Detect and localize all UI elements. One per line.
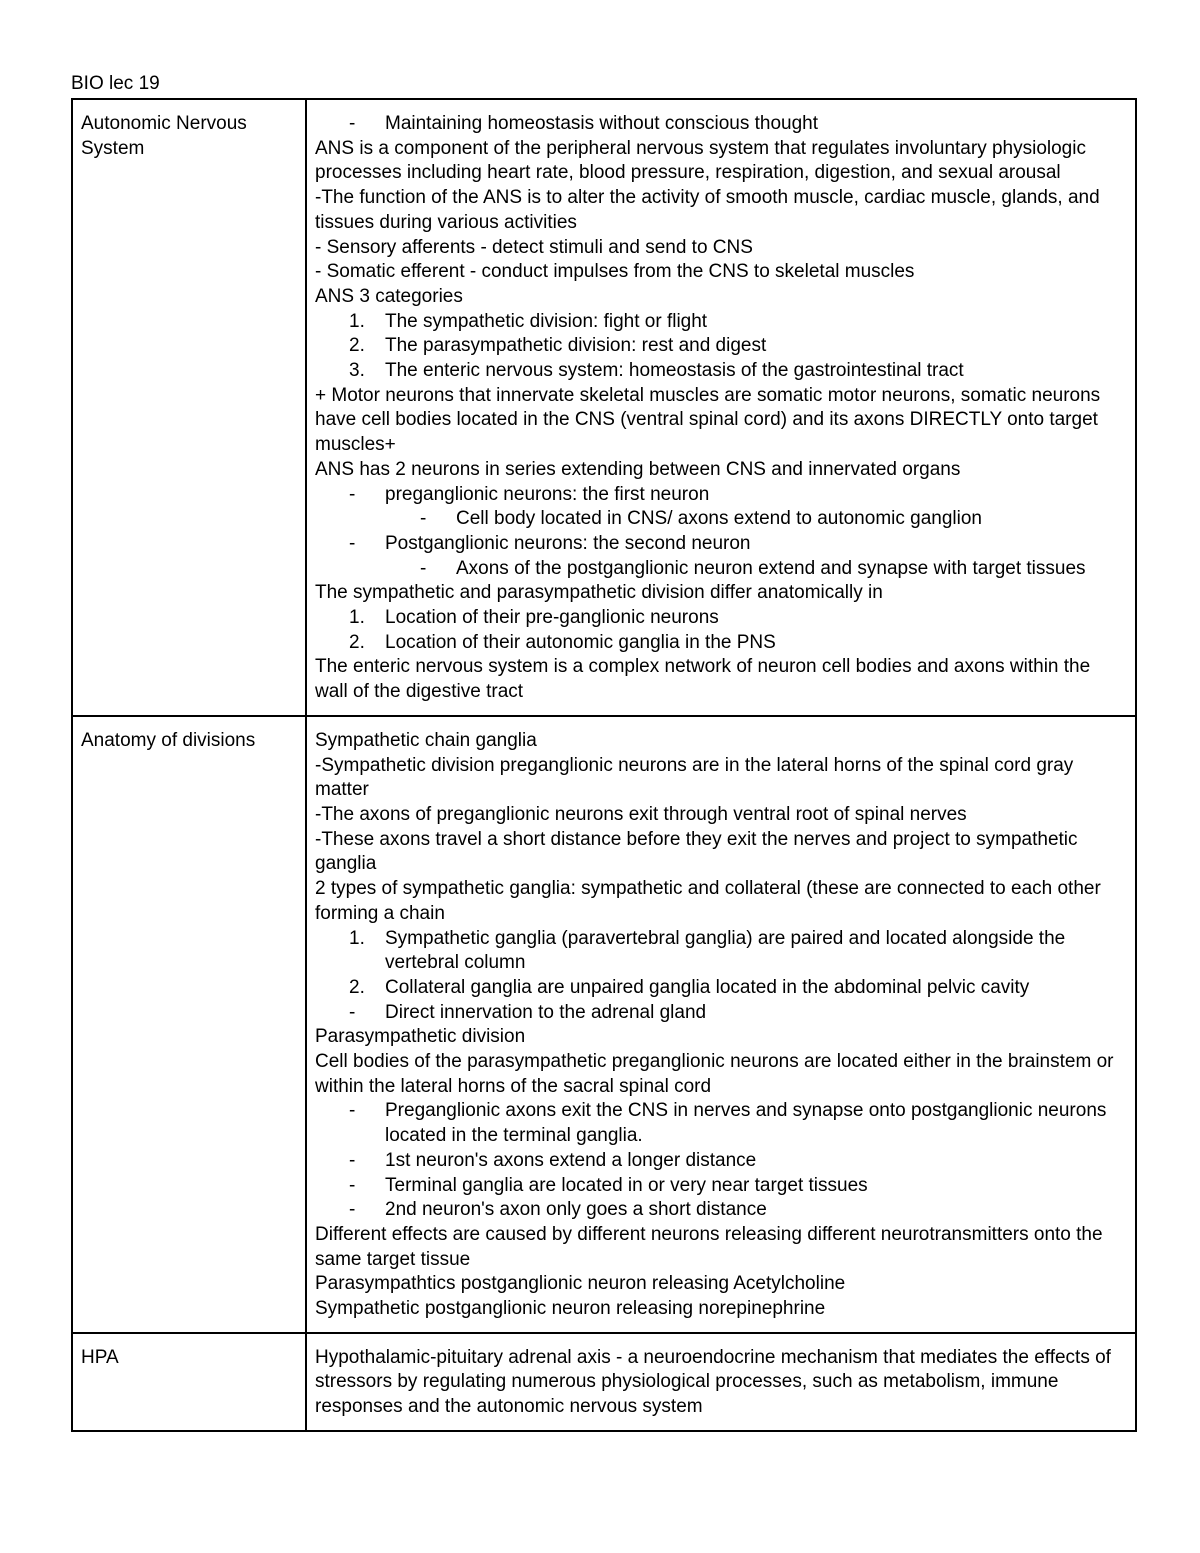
list-marker: 1. [349,927,365,949]
list-item-text: Preganglionic axons exit the CNS in nerves and synapse onto postganglionic neurons located in the terminal ganglia. [385,1100,1107,1147]
table-row [72,99,1136,716]
row-label: Autonomic Nervous System [72,99,306,716]
notes-table [71,98,1137,1432]
list-marker: - [349,113,356,134]
list-item-text: Sympathetic ganglia (paravertebral ganglia) are paired and located alongside the vertebral column [385,927,1066,974]
paragraph: Sympathetic chain ganglia [315,729,537,751]
list-marker: - [349,532,356,554]
list-item-text: Maintaining homeostasis without conscious thought [385,113,819,134]
paragraph: + Motor neurons that innervate skeletal muscles are somatic motor neurons, somatic neurons have cell bodies located in the CNS (ventral spinal cord) and its axons DIRECTLY onto target muscles+ [315,384,1101,456]
list-item-text: The sympathetic division: fight or flight [385,310,708,332]
list-item [315,483,1127,508]
list-marker: - [420,508,427,530]
list-item [315,310,1127,335]
list-item-text: Axons of the postganglionic neuron extend and synapse with target tissues [456,557,1086,579]
paragraph: The sympathetic and parasympathetic division differ anatomically in [315,582,883,604]
paragraph: ANS is a component of the peripheral nervous system that regulates involuntary physiologic processes including heart rate, blood pressure, respiration, digestion, and sexual arousal [315,137,1086,184]
sub-list-item [315,557,1127,582]
paragraph: Parasympathetic division [315,1026,526,1048]
list-item [315,1174,1127,1199]
list-marker: - [349,1001,356,1023]
list-item-text: 1st neuron's axons extend a longer distance [385,1149,757,1171]
row-content [306,716,1136,1333]
list-marker: 3. [349,360,365,382]
row-label: HPA [72,1333,306,1431]
list-item [315,1099,1127,1148]
list-marker: 2. [349,631,365,653]
list-item-text: Collateral ganglia are unpaired ganglia located in the abdominal pelvic cavity [385,976,1030,998]
list-marker: - [349,1174,356,1196]
list-item-text: Direct innervation to the adrenal gland [385,1001,707,1023]
paragraph: Parasympathtics postganglionic neuron releasing Acetylcholine [315,1273,846,1295]
list-marker: 1. [349,607,365,629]
list-marker: 2. [349,976,365,998]
sub-list-item [315,507,1127,532]
list-item-text: Postganglionic neurons: the second neuron [385,532,751,554]
list-item [315,927,1127,976]
paragraph: Sympathetic postganglionic neuron releasing norepinephrine [315,1298,826,1320]
list-marker: - [349,1199,356,1221]
list-item-text: preganglionic neurons: the first neuron [385,483,710,505]
list-marker: - [420,557,427,579]
list-item [315,976,1127,1001]
list-item [315,532,1127,557]
paragraph: ANS 3 categories [315,285,463,307]
list-item-text: 2nd neuron's axon only goes a short distance [385,1199,767,1221]
list-item-text: Terminal ganglia are located in or very near target tissues [385,1174,868,1196]
paragraph: Hypothalamic-pituitary adrenal axis - a neuroendocrine mechanism that mediates the effects of stressors by regulating numerous physiological processes, such as metabolism, immune responses and the autonomic nervous system [315,1346,1111,1418]
row-content [306,99,1136,716]
list-item-text: The enteric nervous system: homeostasis of the gastrointestinal tract [385,360,964,382]
list-item [315,1149,1127,1174]
paragraph: ANS has 2 neurons in series extending between CNS and innervated organs [315,458,961,480]
paragraph: -Sympathetic division preganglionic neurons are in the lateral horns of the spinal cord gray matter [315,754,1074,801]
list-marker: - [349,1149,356,1171]
list-item [315,112,1127,137]
list-item-text: Location of their pre-ganglionic neurons [385,607,719,629]
list-item [315,631,1127,656]
list-item-text: The parasympathetic division: rest and digest [385,335,767,357]
paragraph: -The function of the ANS is to alter the activity of smooth muscle, cardiac muscle, glands, and tissues during various activities [315,187,1100,233]
document-title: BIO lec 19 [71,73,160,94]
list-marker: 1. [349,310,365,332]
row-label: Anatomy of divisions [72,716,306,1333]
list-item [315,1001,1127,1026]
list-item [315,359,1127,384]
paragraph: Different effects are caused by different neurons releasing different neurotransmitters onto the same target tissue [315,1223,1103,1270]
paragraph: -The axons of preganglionic neurons exit through ventral root of spinal nerves [315,803,967,825]
paragraph: -These axons travel a short distance before they exit the nerves and project to sympathetic ganglia [315,828,1078,875]
list-item [315,1198,1127,1223]
paragraph: The enteric nervous system is a complex network of neuron cell bodies and axons within the wall of the digestive tract [315,656,1091,703]
paragraph: - Somatic efferent - conduct impulses from the CNS to skeletal muscles [315,261,915,283]
paragraph: Cell bodies of the parasympathetic preganglionic neurons are located either in the brainstem or within the lateral horns of the sacral spinal cord [315,1051,1114,1097]
row-content [306,1333,1136,1431]
list-item-text: Location of their autonomic ganglia in the PNS [385,631,776,653]
paragraph: - Sensory afferents - detect stimuli and send to CNS [315,236,753,258]
paragraph: 2 types of sympathetic ganglia: sympathetic and collateral (these are connected to each other forming a chain [315,878,1101,924]
table-row [72,1333,1136,1431]
list-marker: - [349,483,356,505]
table-row [72,716,1136,1333]
list-item [315,334,1127,359]
notes-table-body [72,99,1136,1431]
list-item-text: Cell body located in CNS/ axons extend to autonomic ganglion [456,508,982,530]
list-marker: - [349,1100,356,1122]
list-marker: 2. [349,335,365,357]
list-item [315,606,1127,631]
